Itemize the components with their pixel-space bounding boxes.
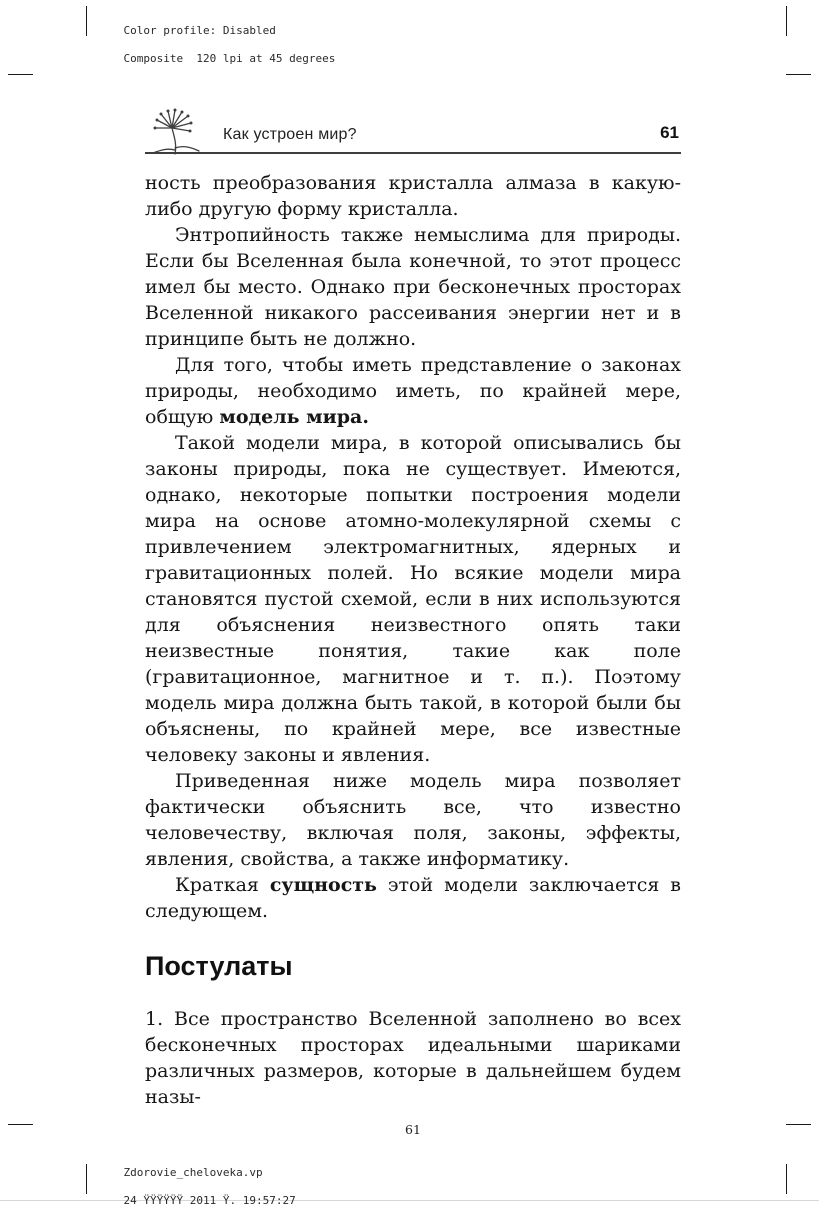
crop-mark xyxy=(786,1124,811,1125)
crop-mark xyxy=(86,1164,87,1194)
prepress-info-top xyxy=(97,10,335,80)
paragraph-text: Краткая xyxy=(175,874,270,896)
paragraph xyxy=(145,352,681,430)
crop-mark xyxy=(786,74,811,75)
paragraph-text: Энтропийность также немыслима для природы. Если бы Вселенная была конечной, то этот процесс имел бы место. Однако при бесконечных просторах Вселенной никакого рассеивания энергии нет и в принципе быть не должно. xyxy=(145,224,681,350)
crop-mark xyxy=(786,1164,787,1194)
date-line: 24 ŸŸŸŸŸŸ 2011 Ÿ. 19:57:27 xyxy=(123,1194,296,1207)
paragraph-text: ность преобразования кристалла алмаза в какую-либо другую форму кристалла. xyxy=(145,172,681,220)
crop-mark xyxy=(86,6,87,36)
chapter-title: Как устроен мир? xyxy=(223,126,357,143)
running-head xyxy=(145,118,681,154)
section-heading: Постулаты xyxy=(145,951,293,981)
bold-term: модель мира. xyxy=(219,406,369,428)
crop-mark xyxy=(8,1124,33,1125)
prepress-info-bottom xyxy=(97,1152,296,1222)
color-profile-line: Color profile: Disabled xyxy=(123,24,276,37)
paragraph-postulate xyxy=(145,1006,681,1110)
composite-line: Composite 120 lpi at 45 degrees xyxy=(123,52,336,65)
file-name-line: Zdorovie_cheloveka.vp xyxy=(123,1166,263,1179)
paragraph xyxy=(145,430,681,768)
paragraph-text: этой модели заключается в следующем. xyxy=(145,874,682,922)
paragraph xyxy=(145,170,681,222)
flower-icon xyxy=(139,108,211,158)
paragraph-text: Приведенная ниже модель мира позволяет фактически объяснить все, что известно человечеству, включая поля, законы, эффекты, явления, свойства, а также информатику. xyxy=(145,770,681,870)
footer-page-number: 61 xyxy=(405,1122,421,1137)
crop-mark xyxy=(786,6,787,36)
paragraph xyxy=(145,872,681,924)
paragraph-text: Такой модели мира, в которой описывались бы законы природы, пока не существует. Имеются, однако, некоторые попытки построения модели мира на основе атомно-молекулярной схемы с привлечением электромагнитных, ядерных и гравитационных полей. Но всякие модели мира становятся пустой схемой, если в них используются для объяснения неизвестного опять таки неизвестные понятия, такие как поле (гравитационное, магнитное и т. п.). Поэтому модель мира должна быть такой, в которой были бы объяснены, по крайней мере, все известные человеку законы и явления. xyxy=(145,432,681,766)
paragraph-text: 1. Все пространство Вселенной заполнено во всех бесконечных просторах идеальными шариками различных размеров, которые в дальнейшем будем назы- xyxy=(145,1008,681,1108)
paragraph-text: Для того, чтобы иметь представление о законах природы, необходимо иметь, по крайней мере, общую xyxy=(145,354,681,428)
bold-term: сущность xyxy=(269,874,377,896)
body-text xyxy=(145,170,681,1110)
paragraph xyxy=(145,222,681,352)
header-page-number: 61 xyxy=(660,123,679,142)
crop-mark xyxy=(8,74,33,75)
paragraph xyxy=(145,768,681,872)
